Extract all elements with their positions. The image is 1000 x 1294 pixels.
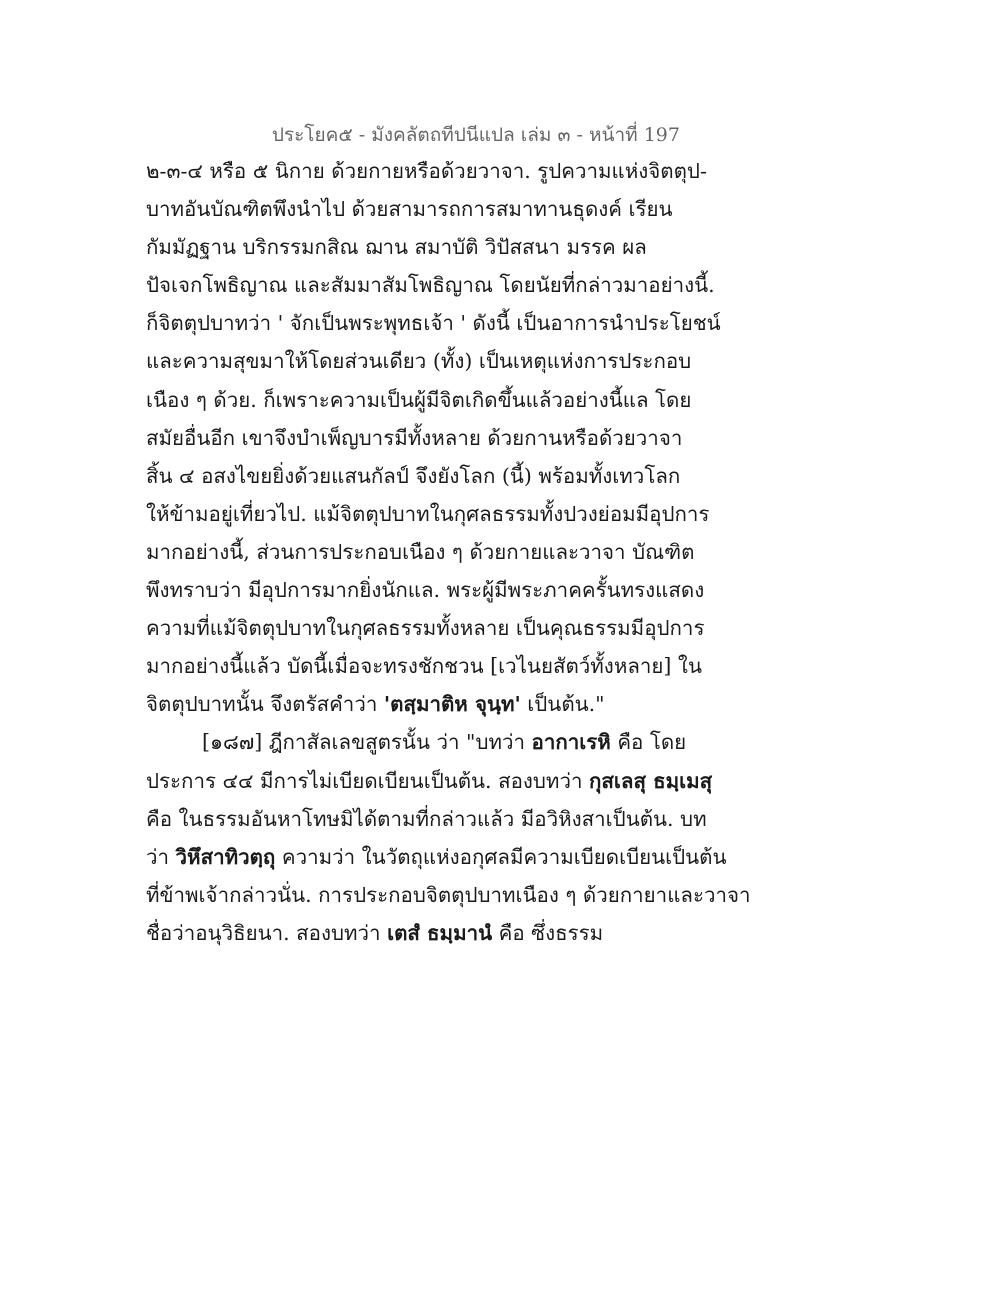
text-segment: กัมมัฏฐาน บริกรรมกสิณ ฌาน สมาบัติ วิปัสสนา มรรค ผล xyxy=(146,235,647,260)
text-segment: พึงทราบว่า มีอุปการมากยิ่งนักแล. พระผู้มีพระภาคครั้นทรงแสดง xyxy=(146,578,705,603)
bold-term: 'ตสฺมาติห จุนฺท' xyxy=(383,692,521,717)
text-segment: ว่า xyxy=(146,844,176,869)
text-segment: เป็นต้น." xyxy=(520,692,605,717)
text-segment: สิ้น ๔ อสงไขยยิ่งด้วยแสนกัลป์ จึงยังโลก (นี้) พร้อมทั้งเทวโลก xyxy=(146,463,681,488)
text-segment: มากอย่างนี้แล้ว บัดนี้เมื่อจะทรงชักชวน [เวไนยสัตว์ทั้งหลาย] ใน xyxy=(146,654,702,679)
text-segment: คือ ในธรรมอันหาโทษมิได้ตามที่กล่าวแล้ว มีอวิหิงสาเป็นต้น. บท xyxy=(146,806,707,831)
text-line xyxy=(146,419,706,457)
text-segment: ก็จิตตุปบาทว่า ' จักเป็นพระพุทธเจ้า ' ดังนี้ เป็นอาการนำประโยชน์ xyxy=(146,311,721,336)
text-segment: ความว่า ในวัตถุแห่งอกุศลมีความเบียดเบียนเป็นต้น xyxy=(275,844,727,869)
bold-term: วิหึสาทิวตฺถุ xyxy=(175,844,276,869)
text-line xyxy=(146,381,706,419)
text-segment: และความสุขมาให้โดยส่วนเดียว (ทั้ง) เป็นเหตุแห่งการประกอบ xyxy=(146,349,692,374)
bold-term: เตสํ ธมฺมานํ xyxy=(387,920,493,945)
text-segment: [๑๘๗] ฎีกาสัลเลขสูตรนั้น ว่า "บทว่า xyxy=(202,730,532,755)
text-segment: คือ ซึ่งธรรม xyxy=(492,920,604,945)
text-segment: ให้ข้ามอยู่เที่ยวไป. แม้จิตตุปบาทในกุศลธรรมทั้งปวงย่อมมีอุปการ xyxy=(146,501,710,526)
text-segment: ที่ข้าพเจ้ากล่าวนั่น. การประกอบจิตตุปบาทเนือง ๆ ด้วยกายาและวาจา xyxy=(146,882,751,907)
text-segment: คือ โดย xyxy=(610,730,687,755)
text-line xyxy=(146,228,706,266)
text-segment: เนือง ๆ ด้วย. ก็เพราะความเป็นผู้มีจิตเกิดขึ้นแล้วอย่างนี้แล โดย xyxy=(146,387,692,412)
bold-term: กุสเลสุ ธมฺเมสุ xyxy=(588,768,713,793)
text-line xyxy=(146,152,706,190)
text-line xyxy=(146,723,706,761)
text-segment: มากอย่างนี้, ส่วนการประกอบเนือง ๆ ด้วยกายและวาจา บัณฑิต xyxy=(146,539,695,564)
text-segment: สมัยอื่นอีก เขาจึงบำเพ็ญบารมีทั้งหลาย ด้วยกานหรือด้วยวาจา xyxy=(146,425,683,450)
text-line xyxy=(146,190,706,228)
text-line xyxy=(146,647,706,685)
text-line xyxy=(146,533,706,571)
text-line xyxy=(146,609,706,647)
text-line xyxy=(146,838,727,876)
text-line xyxy=(146,876,751,914)
text-segment: ปัจเจกโพธิญาณ และสัมมาสัมโพธิญาณ โดยนัยที่กล่าวมาอย่างนี้. xyxy=(146,273,715,298)
text-line xyxy=(146,304,721,342)
text-line xyxy=(146,495,710,533)
bold-term: อากาเรหิ xyxy=(531,730,611,755)
text-line xyxy=(146,800,706,838)
text-line xyxy=(146,762,713,800)
page-header: ประโยค๕ - มังคลัตถทีปนีแปล เล่ม ๓ - หน้าที่ 197 xyxy=(271,124,680,146)
text-segment: ๒-๓-๔ หรือ ๕ นิกาย ด้วยกายหรือด้วยวาจา. รูปความแห่งจิตตุป- xyxy=(146,159,707,183)
text-segment: ชื่อว่าอนุวิธิยนา. สองบทว่า xyxy=(146,920,388,945)
text-segment: ความที่แม้จิตตุปบาทในกุศลธรรมทั้งหลาย เป็นคุณธรรมมีอุปการ xyxy=(146,616,705,641)
body-text xyxy=(146,152,751,952)
text-line xyxy=(146,342,706,380)
text-segment: จิตตุปบาทนั้น จึงตรัสคำว่า xyxy=(146,692,384,717)
text-line xyxy=(146,685,706,723)
text-line xyxy=(146,457,706,495)
text-line xyxy=(146,914,706,952)
text-segment: บาทอันบัณฑิตพึงนำไป ด้วยสามารถการสมาทานธุดงค์ เรียน xyxy=(146,197,673,222)
text-line xyxy=(146,571,706,609)
text-line xyxy=(146,266,715,304)
text-segment: ประการ ๔๔ มีการไม่เบียดเบียนเป็นต้น. สองบทว่า xyxy=(146,768,589,793)
